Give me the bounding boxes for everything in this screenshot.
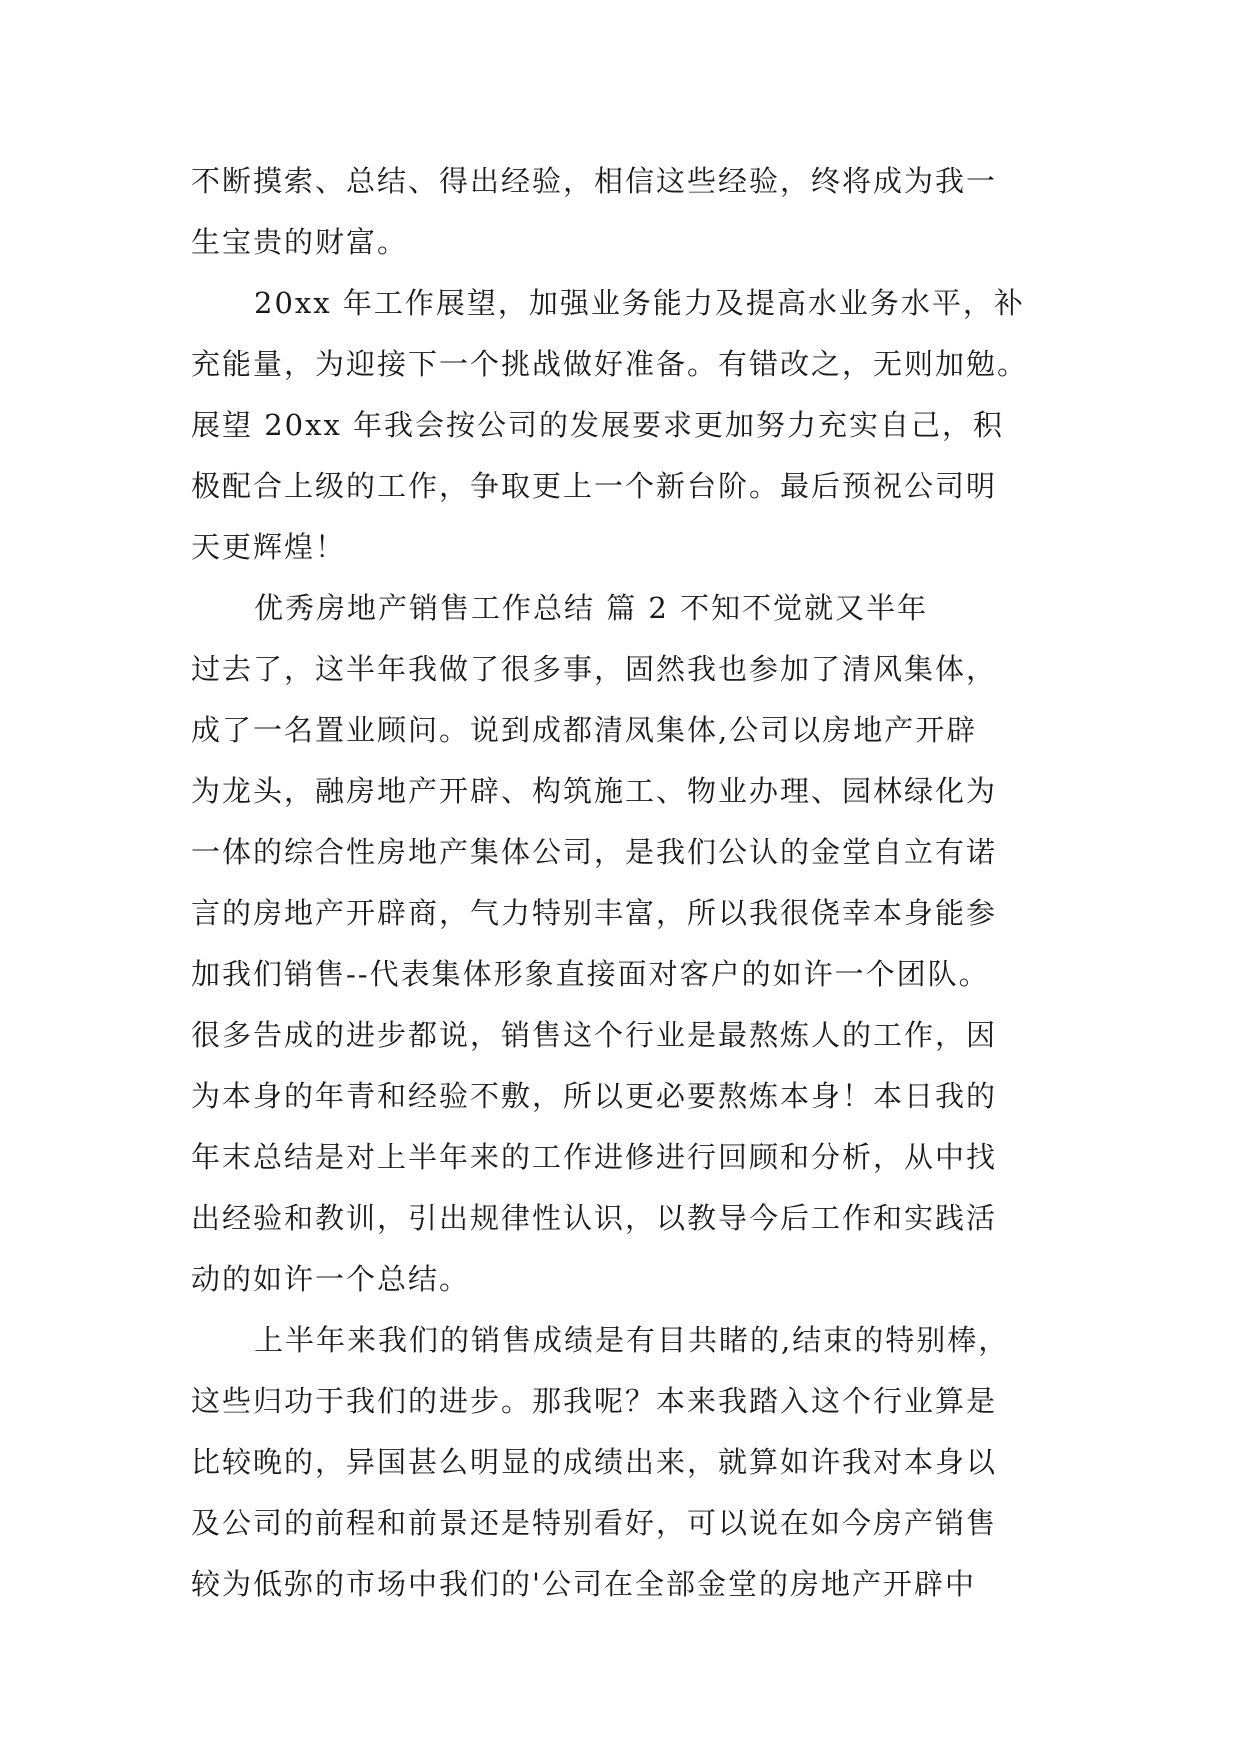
- text-line: 比较晚的，异国甚么明显的成绩出来，就算如许我对本身以: [191, 1445, 998, 1479]
- text-line: 20xx 年工作展望，加强业务能力及提高水业务水平，补: [254, 286, 1025, 320]
- text-line: 出经验和教训，引出规律性认识，以教导今后工作和实践活: [191, 1201, 998, 1235]
- text-line: 较为低弥的市场中我们的'公司在全部金堂的房地产开辟中: [191, 1567, 976, 1601]
- text-line: 上半年来我们的销售成绩是有目共睹的,结束的特别棒，: [254, 1323, 1010, 1357]
- text-line: 很多告成的进步都说，销售这个行业是最熬炼人的工作，因: [191, 1018, 998, 1052]
- text-line: 不断摸索、总结、得出经验，相信这些经验，终将成为我一: [191, 164, 998, 198]
- document-body: [191, 160, 1057, 1624]
- text-line: 生宝贵的财富。: [191, 225, 409, 259]
- text-line: 展望 20xx 年我会按公司的发展要求更加努力充实自己，积: [191, 408, 1005, 442]
- text-line: 这些归功于我们的进步。那我呢？本来我踏入这个行业算是: [191, 1384, 998, 1418]
- section-heading-line: 优秀房地产销售工作总结 篇 2 不知不觉就又半年: [254, 591, 929, 625]
- text-line: 过去了，这半年我做了很多事，固然我也参加了清风集体，: [191, 652, 998, 686]
- text-line: 成了一名置业顾问。说到成都清凤集体,公司以房地产开辟: [191, 713, 978, 747]
- text-line: 为龙头，融房地产开辟、构筑施工、物业办理、园林绿化为: [191, 774, 998, 808]
- text-line: 加我们销售--代表集体形象直接面对客户的如许一个团队。: [191, 957, 990, 991]
- text-line: 及公司的前程和前景还是特别看好，可以说在如今房产销售: [191, 1506, 998, 1540]
- text-line: 为本身的年青和经验不敷，所以更必要熬炼本身！本日我的: [191, 1079, 998, 1113]
- text-line: 极配合上级的工作，争取更上一个新台阶。最后预祝公司明: [191, 469, 998, 503]
- text-line: 动的如许一个总结。: [191, 1262, 471, 1296]
- text-line: 言的房地产开辟商，气力特别丰富，所以我很侥幸本身能参: [191, 896, 998, 930]
- text-line: 一体的综合性房地产集体公司，是我们公认的金堂自立有诺: [191, 835, 998, 869]
- text-line: 天更辉煌！: [191, 530, 347, 564]
- text-line: 充能量，为迎接下一个挑战做好准备。有错改之，无则加勉。: [191, 347, 1029, 381]
- text-line: 年末总结是对上半年来的工作进修进行回顾和分析，从中找: [191, 1140, 998, 1174]
